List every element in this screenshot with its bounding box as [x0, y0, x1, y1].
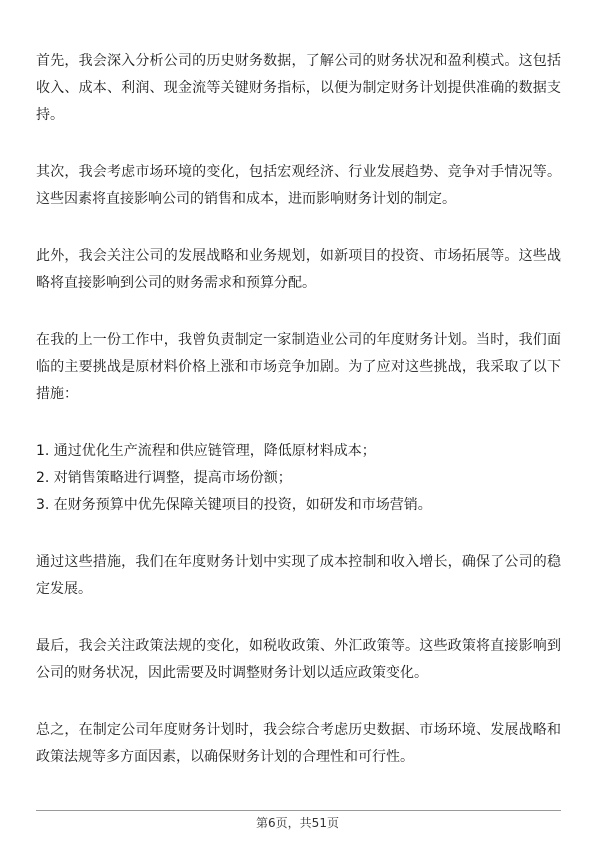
paragraph-summary: 总之，在制定公司年度财务计划时，我会综合考虑历史数据、市场环境、发展战略和政策法规等多方面因素，以确保财务计划的合理性和可行性。	[36, 722, 561, 765]
footer-divider	[36, 810, 561, 811]
list-item: 3. 在财务预算中优先保障关键项目的投资，如研发和市场营销。	[36, 497, 432, 513]
paragraph-strategy: 此外，我会关注公司的发展战略和业务规划，如新项目的投资、市场拓展等。这些战略将直接影响到公司的财务需求和预算分配。	[36, 248, 561, 291]
measures-list	[36, 438, 561, 519]
list-item: 2. 对销售策略进行调整，提高市场份额；	[36, 470, 292, 486]
list-item: 1. 通过优化生产流程和供应链管理，降低原材料成本；	[36, 443, 376, 459]
document-body	[36, 48, 561, 771]
paragraph-policy: 最后，我会关注政策法规的变化，如税收政策、外汇政策等。这些政策将直接影响到公司的财务状况，因此需要及时调整财务计划以适应政策变化。	[36, 638, 561, 681]
paragraph-previous-job: 在我的上一份工作中，我曾负责制定一家制造业公司的年度财务计划。当时，我们面临的主要挑战是原材料价格上涨和市场竞争加剧。为了应对这些挑战，我采取了以下措施：	[36, 332, 561, 402]
page-number: 第6页，共51页	[256, 816, 339, 830]
paragraph-results: 通过这些措施，我们在年度财务计划中实现了成本控制和收入增长，确保了公司的稳定发展。	[36, 554, 561, 597]
paragraph-history-analysis: 首先，我会深入分析公司的历史财务数据，了解公司的财务状况和盈利模式。这包括收入、成本、利润、现金流等关键财务指标，以便为制定财务计划提供准确的数据支持。	[36, 53, 561, 123]
paragraph-market-environment: 其次，我会考虑市场环境的变化，包括宏观经济、行业发展趋势、竞争对手情况等。这些因素将直接影响公司的销售和成本，进而影响财务计划的制定。	[36, 164, 561, 207]
